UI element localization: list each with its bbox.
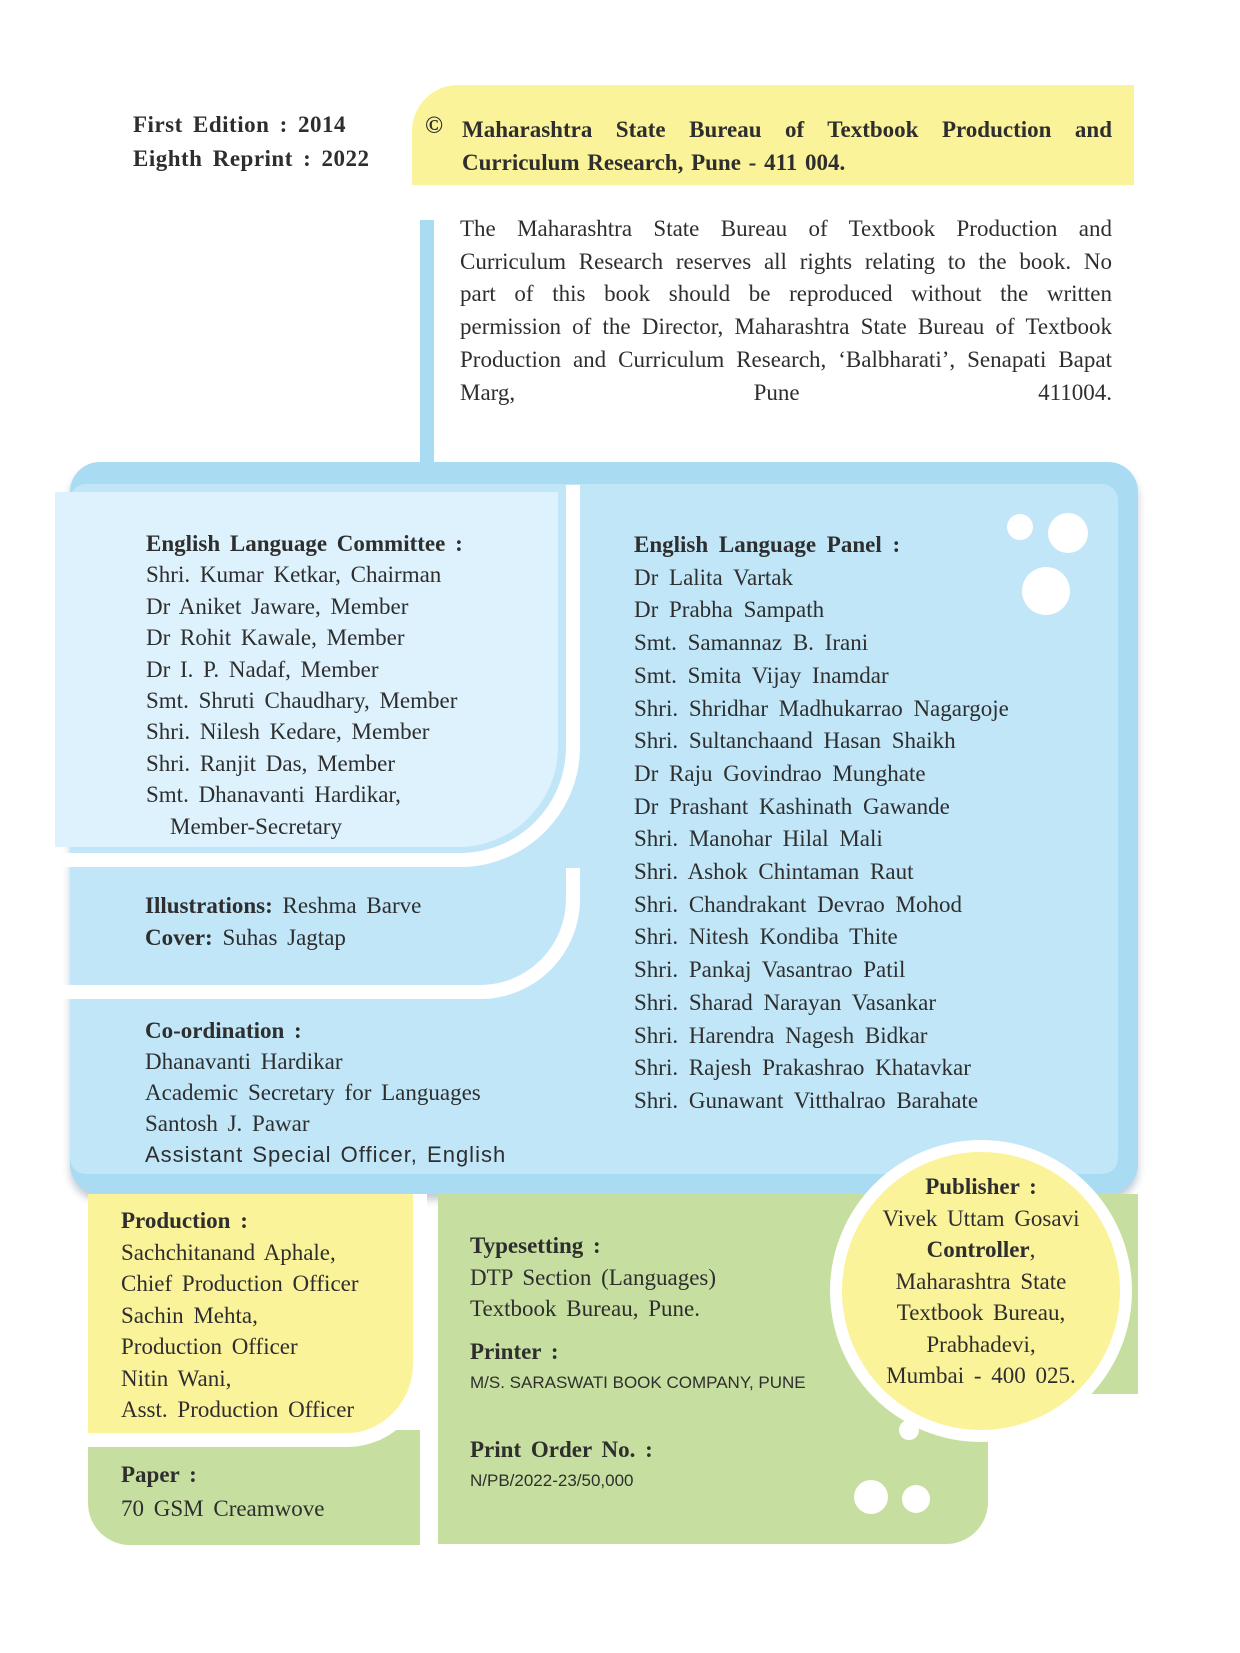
paper-heading: Paper : — [121, 1462, 197, 1487]
production-line: Production Officer — [121, 1334, 298, 1359]
committee-member-role: Member-Secretary — [170, 813, 342, 839]
publisher-line: Textbook Bureau, — [896, 1300, 1066, 1325]
publisher-line: Maharashtra State — [895, 1268, 1067, 1294]
publisher-line: Mumbai - 400 025. — [886, 1363, 1076, 1388]
coordination — [145, 1015, 506, 1170]
production-line: Sachchitanand Aphale, — [121, 1239, 336, 1265]
committee-member: Shri. Ranjit Das, Member — [146, 750, 395, 776]
eighth-reprint: Eighth Reprint : 2022 — [133, 146, 370, 171]
english-language-panel — [634, 529, 1009, 1118]
printer-heading: Printer : — [470, 1339, 559, 1364]
committee-member: Dr Aniket Jaware, Member — [146, 593, 409, 619]
panel-member: Shri. Gunawant Vitthalrao Barahate — [634, 1087, 979, 1113]
production-heading: Production : — [121, 1208, 248, 1233]
panel-member: Dr Raju Govindrao Munghate — [634, 760, 926, 786]
bubble-decoration — [1022, 567, 1070, 615]
rights-statement: The Maharashtra State Bureau of Textbook Production and Curriculum Research reserves all rights relating to the book. No part of this book should be reproduced without the written permission of the Director, Maharashtra State Bureau of Textbook Production and Curriculum Research, ‘Balbharati’, Senapati Bapat Marg, Pune 411004. — [460, 216, 1112, 405]
committee-member: Dr I. P. Nadaf, Member — [146, 656, 379, 682]
panel-member: Shri. Manohar Hilal Mali — [634, 826, 883, 852]
copyright-symbol: © — [425, 113, 443, 139]
production-line: Nitin Wani, — [121, 1365, 232, 1391]
edition-info — [133, 108, 370, 176]
production — [121, 1205, 359, 1426]
coordination-line: Academic Secretary for Languages — [145, 1080, 481, 1105]
paper-value: 70 GSM Creamwove — [121, 1496, 325, 1521]
coordination-line: Assistant Special Officer, English — [145, 1142, 507, 1167]
production-line: Sachin Mehta, — [121, 1302, 258, 1328]
committee-member: Smt. Shruti Chaudhary, Member — [146, 688, 458, 714]
committee-heading: English Language Committee : — [146, 531, 463, 556]
bubble-decoration — [1048, 513, 1088, 553]
cover-value: Suhas Jagtap — [222, 925, 346, 950]
panel-member: Dr Lalita Vartak — [634, 564, 794, 590]
illustrations-value: Reshma Barve — [282, 893, 422, 918]
typesetting-line: Textbook Bureau, Pune. — [470, 1296, 700, 1321]
rights-accent-bar — [420, 220, 434, 462]
publisher — [848, 1171, 1114, 1392]
typesetting — [470, 1230, 716, 1325]
bubble-decoration — [854, 1480, 888, 1514]
panel-member: Shri. Ashok Chintaman Raut — [634, 859, 914, 885]
copyright-text: Maharashtra State Bureau of Textbook Production and Curriculum Research, Pune - 411 004. — [462, 117, 1112, 175]
english-language-committee — [146, 528, 463, 842]
panel-member: Dr Prashant Kashinath Gawande — [634, 793, 950, 819]
panel-member: Shri. Pankaj Vasantrao Patil — [634, 957, 906, 983]
publisher-title: Controller — [926, 1237, 1030, 1262]
typesetting-heading: Typesetting : — [470, 1233, 601, 1258]
printer — [470, 1336, 806, 1398]
bubble-decoration — [1007, 514, 1033, 540]
bubble-decoration — [902, 1485, 930, 1513]
committee-member: Dr Rohit Kawale, Member — [146, 625, 405, 651]
panel-member: Shri. Rajesh Prakashrao Khatavkar — [634, 1055, 971, 1081]
publisher-heading: Publisher : — [925, 1174, 1037, 1199]
production-line: Asst. Production Officer — [121, 1397, 355, 1422]
panel-member: Shri. Harendra Nagesh Bidkar — [634, 1022, 928, 1048]
coordination-line: Santosh J. Pawar — [145, 1111, 310, 1136]
print-order — [470, 1434, 653, 1496]
panel-member: Smt. Smita Vijay Inamdar — [634, 662, 889, 688]
panel-member: Shri. Shridhar Madhukarrao Nagargoje — [634, 695, 1009, 721]
print-order-value: N/PB/2022-23/50,000 — [470, 1471, 634, 1490]
coordination-line: Dhanavanti Hardikar — [145, 1049, 343, 1074]
committee-member: Shri. Kumar Ketkar, Chairman — [146, 562, 442, 588]
publisher-line: Prabhadevi, — [926, 1331, 1036, 1357]
committee-member: Smt. Dhanavanti Hardikar, — [146, 782, 401, 808]
printer-value: M/S. SARASWATI BOOK COMPANY, PUNE — [470, 1373, 806, 1392]
illustration-credits — [145, 890, 421, 954]
print-order-heading: Print Order No. : — [470, 1437, 653, 1462]
production-line: Chief Production Officer — [121, 1271, 359, 1296]
illustrations-label: Illustrations: — [145, 893, 273, 918]
committee-member: Shri. Nilesh Kedare, Member — [146, 719, 430, 745]
panel-member: Shri. Nitesh Kondiba Thite — [634, 924, 898, 950]
coordination-heading: Co-ordination : — [145, 1018, 302, 1043]
typesetting-line: DTP Section (Languages) — [470, 1264, 717, 1290]
panel-member: Shri. Chandrakant Devrao Mohod — [634, 891, 962, 917]
publisher-title-comma: , — [1029, 1237, 1036, 1262]
publisher-name: Vivek Uttam Gosavi — [882, 1205, 1080, 1231]
panel-heading: English Language Panel : — [634, 532, 901, 557]
cover-label: Cover: — [145, 925, 213, 950]
paper — [121, 1458, 324, 1526]
panel-member: Smt. Samannaz B. Irani — [634, 630, 869, 656]
panel-member: Dr Prabha Sampath — [634, 597, 825, 623]
first-edition: First Edition : 2014 — [133, 112, 347, 137]
panel-member: Shri. Sultanchaand Hasan Shaikh — [634, 728, 956, 754]
panel-member: Shri. Sharad Narayan Vasankar — [634, 989, 936, 1015]
